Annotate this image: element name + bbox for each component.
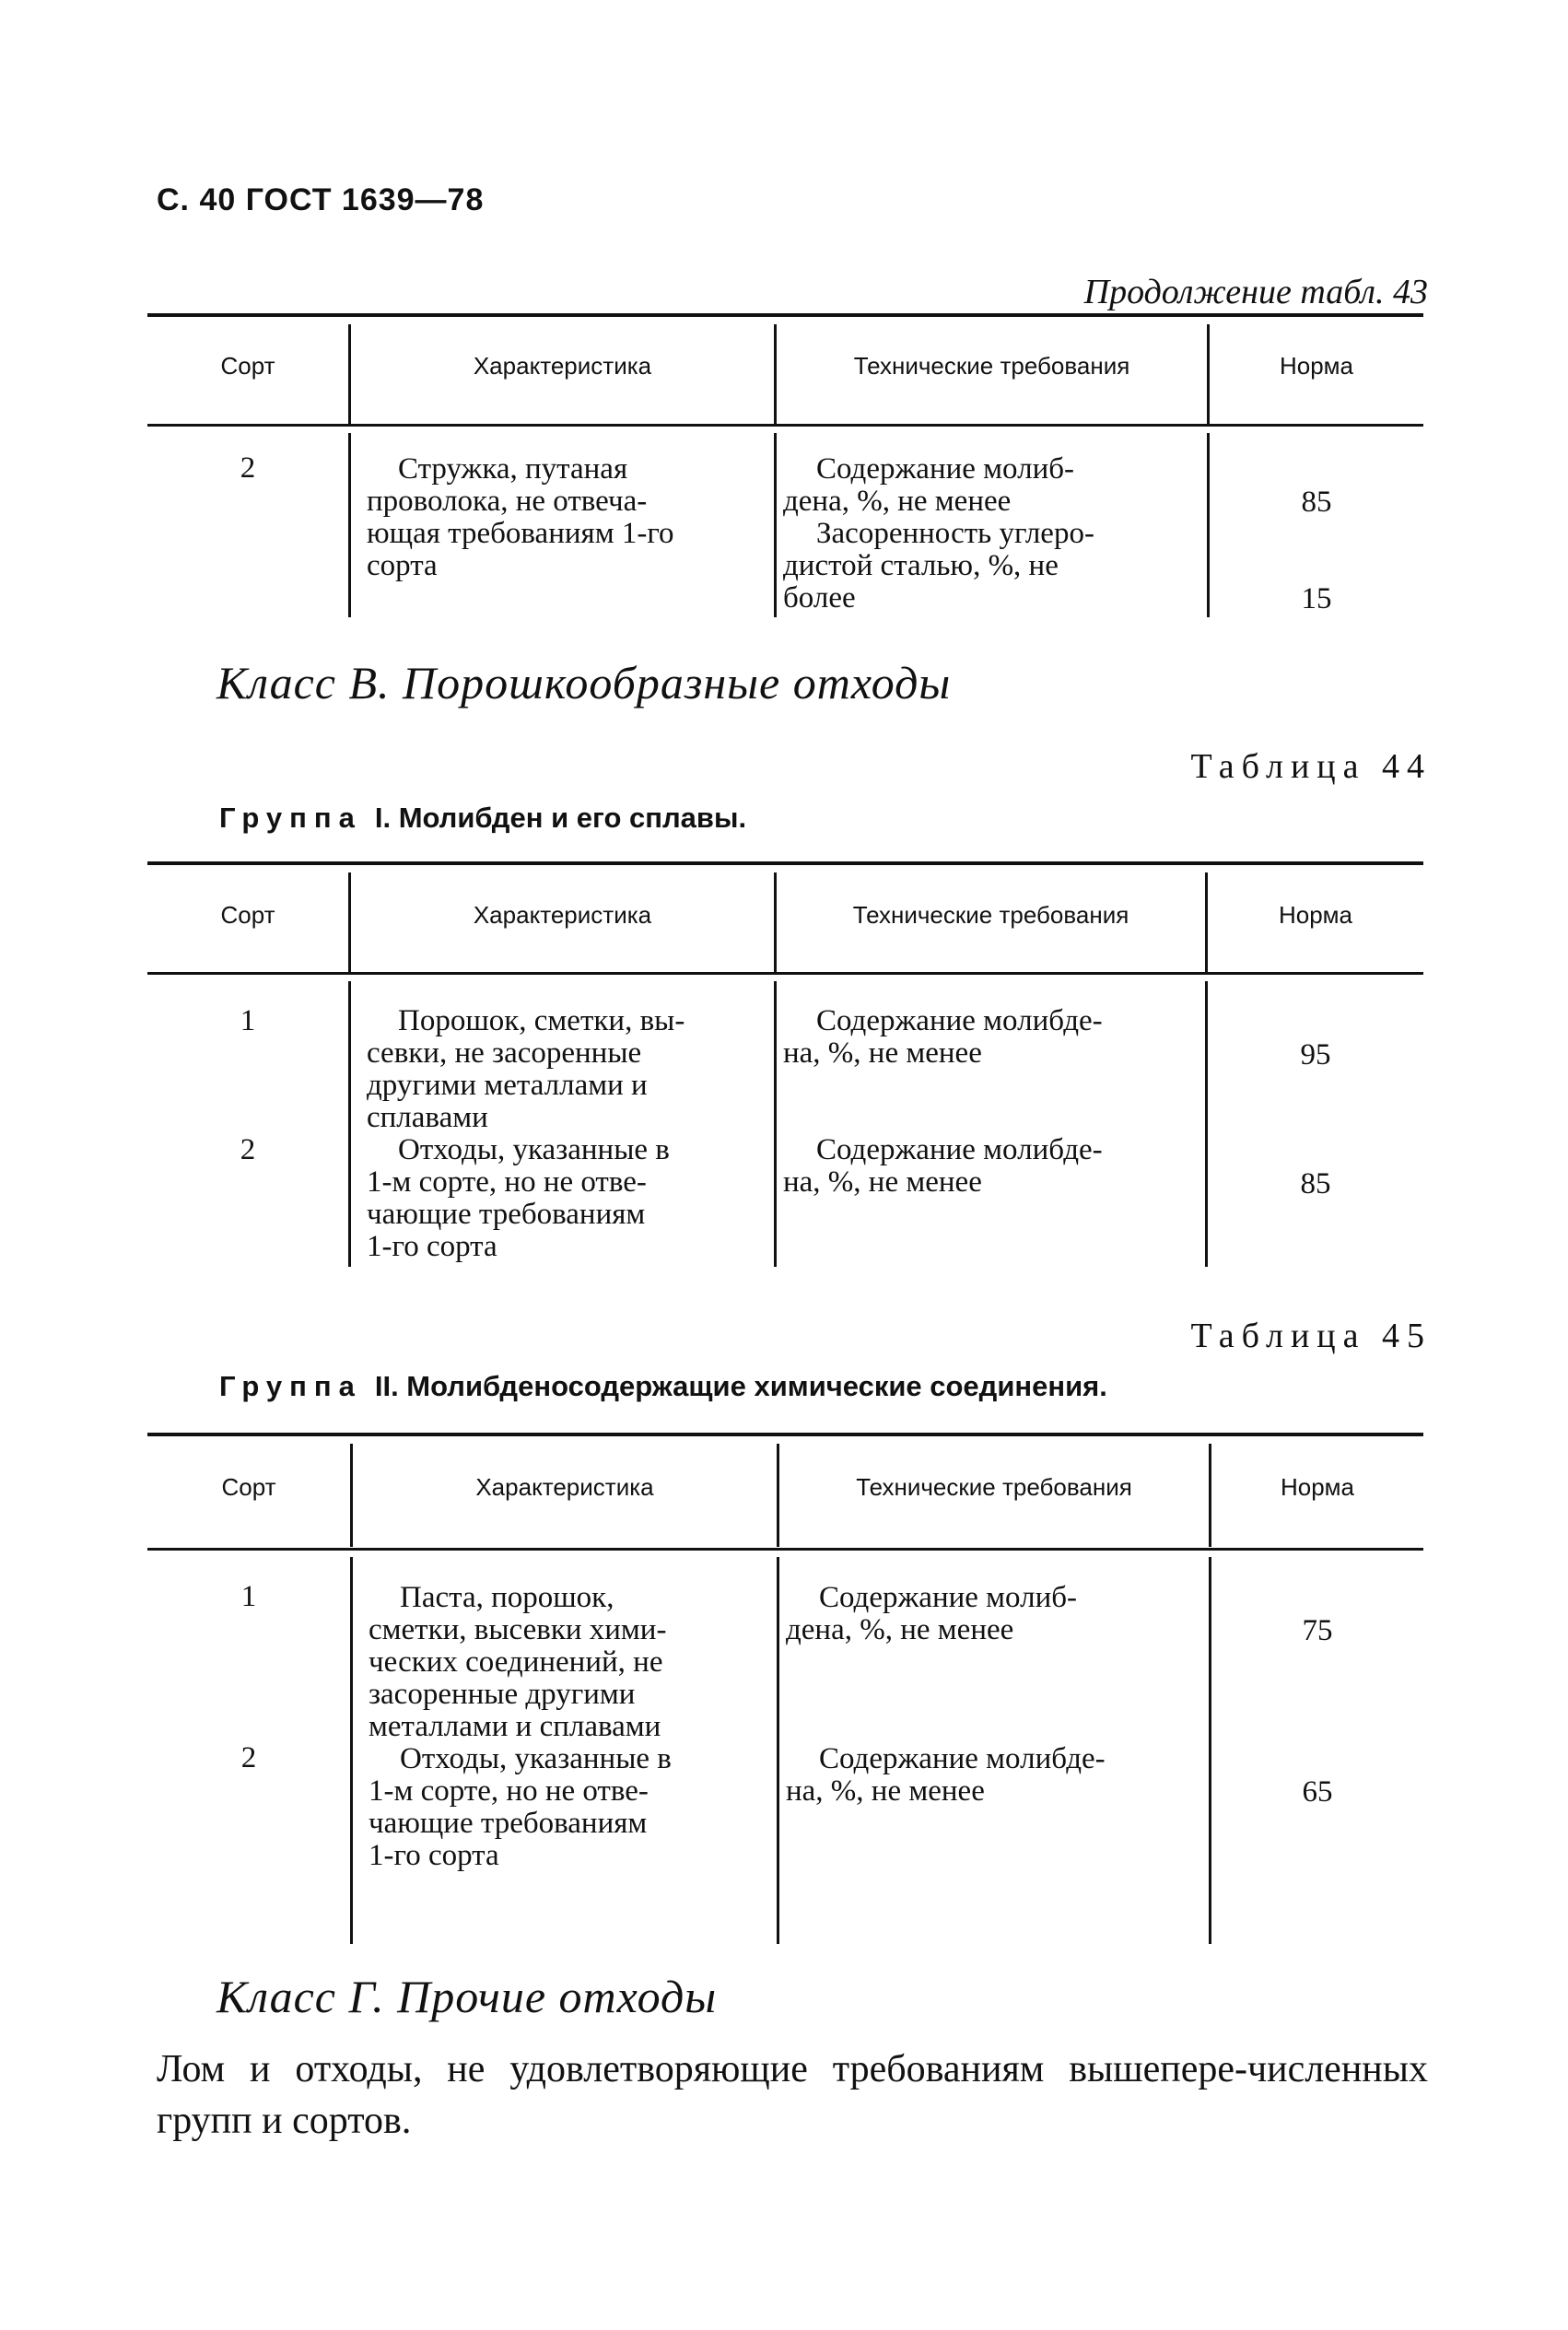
text-line: Содержание молибде-: [819, 1742, 1106, 1775]
table-45: [147, 1433, 1423, 1944]
characteristic-cell: [369, 1582, 666, 1743]
text-line: сплавами: [367, 1101, 488, 1134]
requirements-cell: [786, 1743, 1106, 1808]
table-continuation-label: Продолжение табл. 43: [1083, 273, 1428, 311]
column-divider: [774, 981, 777, 1267]
group-1-heading: [219, 802, 746, 835]
grade-cell: 2: [240, 451, 256, 485]
table-45-label: Таблица 45: [1190, 1317, 1432, 1355]
requirements-cell: [786, 1582, 1077, 1646]
characteristic-cell: [367, 1005, 685, 1134]
header-rule: [147, 424, 1423, 427]
requirements-cell: [783, 1005, 1103, 1070]
column-header-grade: Сорт: [220, 352, 275, 380]
text-line: Отходы, указанные в: [398, 1133, 670, 1166]
text-line: сорта: [367, 549, 438, 582]
column-divider: [348, 433, 351, 617]
text-line: металлами и сплавами: [369, 1710, 661, 1743]
norm-cell: 85: [1301, 486, 1332, 519]
column-header-requirements: Технические требования: [856, 1473, 1132, 1501]
text-line: дена, %, не менее: [786, 1613, 1014, 1646]
characteristic-cell: [369, 1743, 672, 1872]
text-line: на, %, не менее: [783, 1036, 982, 1070]
column-divider: [1205, 981, 1208, 1267]
norm-cell: 65: [1302, 1775, 1333, 1809]
column-header-norm: Норма: [1278, 901, 1353, 929]
text-line: ческих соединений, не: [369, 1645, 663, 1679]
column-header-requirements: Технические требования: [852, 901, 1129, 929]
text-line: Содержание молибде-: [816, 1133, 1103, 1166]
column-header-requirements: Технические требования: [853, 352, 1130, 380]
class-b-heading: Класс В. Порошкообразные отходы: [216, 657, 952, 708]
text-line: 1-го сорта: [369, 1839, 499, 1872]
group-title: I. Молибден и его сплавы.: [374, 802, 747, 834]
column-header-characteristic: Характеристика: [475, 1473, 654, 1501]
column-header-norm: Норма: [1280, 1473, 1355, 1501]
requirements-cell: [783, 453, 1094, 615]
text-line: дистой сталью, %, не: [783, 549, 1059, 582]
class-g-heading: Класс Г. Прочие отходы: [216, 1971, 718, 2022]
text-line: чающие требованиям: [369, 1807, 648, 1840]
text-line: более: [783, 581, 856, 615]
text-line: проволока, не отвеча-: [367, 485, 648, 518]
norm-cell: 75: [1302, 1614, 1333, 1647]
grade-cell: 2: [240, 1133, 256, 1166]
column-header-grade: Сорт: [221, 1473, 276, 1501]
table-top-rule: [147, 861, 1423, 865]
grade-cell: 2: [240, 1741, 257, 1774]
norm-cell: 95: [1300, 1038, 1331, 1071]
table-44-label: Таблица 44: [1190, 747, 1432, 786]
text-line: Содержание молиб-: [816, 452, 1075, 486]
text-line: Стружка, путаная: [398, 452, 628, 486]
text-line: на, %, не менее: [786, 1774, 985, 1808]
column-header-norm: Норма: [1279, 352, 1354, 380]
text-line: другими металлами и: [367, 1069, 648, 1102]
table-43: [147, 313, 1423, 617]
page-header: С. 40 ГОСТ 1639—78: [157, 182, 485, 217]
group-title: II. Молибденосодержащие химические соединения.: [374, 1370, 1107, 1402]
column-header-grade: Сорт: [220, 901, 275, 929]
column-divider: [777, 1557, 779, 1944]
text-line: засоренные другими: [369, 1678, 636, 1711]
text-line: 1-м сорте, но не отве-: [369, 1774, 649, 1808]
text-line: 1-го сорта: [367, 1230, 497, 1263]
grade-cell: 1: [240, 1580, 257, 1613]
text-line: 1-м сорте, но не отве-: [367, 1165, 647, 1199]
table-top-rule: [147, 313, 1423, 317]
group-2-heading: [219, 1370, 1107, 1403]
norm-cell: 15: [1301, 582, 1332, 615]
characteristic-cell: [367, 1134, 670, 1263]
group-word: Группа: [219, 1370, 362, 1402]
column-header-characteristic: Характеристика: [473, 352, 652, 380]
text-line: Содержание молиб-: [819, 1581, 1078, 1614]
text-line: Порошок, сметки, вы-: [398, 1004, 685, 1037]
table-top-rule: [147, 1433, 1423, 1436]
text-line: ющая требованиям 1-го: [367, 517, 674, 550]
grade-cell: 1: [240, 1004, 256, 1037]
group-word: Группа: [219, 802, 362, 834]
characteristic-cell: [367, 453, 674, 582]
text-line: дена, %, не менее: [783, 485, 1012, 518]
text-line: Содержание молибде-: [816, 1004, 1103, 1037]
header-rule: [147, 1548, 1423, 1551]
table-44: [147, 861, 1423, 1271]
requirements-cell: [783, 1134, 1103, 1199]
text-line: Отходы, указанные в: [400, 1742, 672, 1775]
class-g-paragraph: Лом и отходы, не удовлетворяющие требованиям вышепере-численных групп и сортов.: [157, 2048, 1428, 2142]
column-divider: [774, 433, 777, 617]
text-line: Паста, порошок,: [400, 1581, 614, 1614]
text-line: на, %, не менее: [783, 1165, 982, 1199]
header-rule: [147, 972, 1423, 975]
norm-cell: 85: [1300, 1167, 1331, 1200]
text-line: сметки, высевки хими-: [369, 1613, 667, 1646]
text-line: севки, не засоренные: [367, 1036, 642, 1070]
text-line: Засоренность углеро-: [816, 517, 1094, 550]
column-header-characteristic: Характеристика: [473, 901, 652, 929]
text-line: чающие требованиям: [367, 1198, 646, 1231]
column-divider: [350, 1557, 353, 1944]
column-divider: [348, 981, 351, 1267]
